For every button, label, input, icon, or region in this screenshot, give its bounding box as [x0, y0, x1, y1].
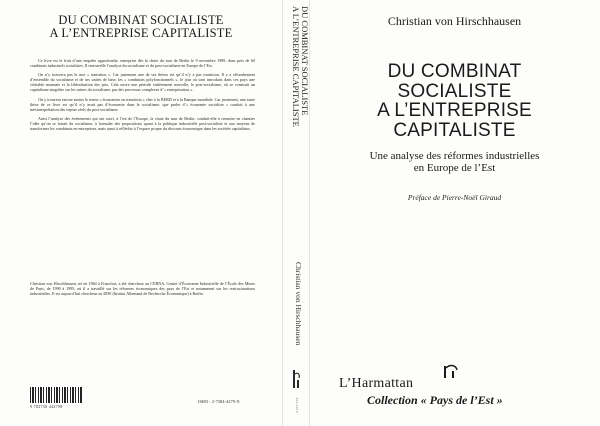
back-title-line-2: A L’ENTREPRISE CAPITALISTE: [49, 26, 233, 40]
publisher-logo: [429, 362, 519, 392]
publisher-name: L’Harmattan: [339, 376, 414, 391]
subtitle-line-2: en Europe de l’Est: [413, 162, 496, 174]
preface: Préface de Pierre-Noël Giraud: [407, 193, 502, 202]
harmattan-logo-icon: [441, 363, 459, 379]
front-title-line-2: SOCIALISTE: [397, 80, 512, 102]
back-title-line-1: DU COMBINAT SOCIALISTE: [58, 13, 224, 27]
blurb-paragraph-2: On n’y trouvera pas le mot « transition ». Car justement une de ses thèses est qu’il n’y a pas transition. Il y a effondrement d’ensemble du socialisme et de ses unités de base, les « combinats polyfonctionnels », le jour où sont introduits dans ces pays une véritable monnaie et la libéralisation des prix. Cela ouvre une période entièrement nouvelle, le post-socialisme, où se construit un capitalisme singulier sur les ruines du socialisme, par des processus complexes d’« entreprisation ».: [30, 72, 255, 93]
front-cover: [309, 0, 600, 426]
front-title-line-1: DU COMBINAT: [387, 61, 522, 82]
isbn: ISBN : 2-7384-4279-X: [198, 399, 240, 404]
front-subtitle: [309, 150, 600, 174]
blurb-paragraph-4: Ainsi l’analyse des événements qui ont suivi, à l’est de l’Europe, la chute du mur de Berlin, conduit-elle à remettre en chantier l’idée qu’on se faisait du socialisme, à formuler des propositions quant à la politique industrielle post-socialiste et aux moyens de transformer les combinats en entreprises, mais aussi à réfléchir à l’espace propre du discours économique dans les sociétés capitalistes.: [30, 115, 255, 132]
back-cover: [0, 0, 282, 426]
spine-author: Christian von Hirschhausen: [294, 262, 303, 346]
spine-code: Prix 140 F: [295, 398, 299, 413]
front-title-line-4: CAPITALISTE: [393, 119, 516, 141]
spine-title-line-1: DU COMBINAT SOCIALISTE: [300, 6, 310, 116]
collection-name: Collection « Pays de l’Est »: [367, 393, 503, 407]
subtitle-line-1: Une analyse des réformes industrielles: [369, 150, 540, 162]
barcode-digits: 9 782738 442798: [30, 404, 63, 409]
blurb-paragraph-3: On y trouvera encore moins le terme « économies en transition » cher à la BERD et à la Banque mondiale. Car justement, une autre thèse de ce livre est qu’il n’y avait pas d’économie dans le socialisme, que parler d’« économie socialiste » conduit à une mésinterprétation des enjeux réels du post-socialisme.: [30, 96, 255, 112]
author-bio: Christian von Hirschhausen, né en 1964 à Francfort, a été chercheur au CERNA, Centre d’Économie Industrielle de l’École des Mines de Paris, de 1990 à 1995, où il a travaillé sur les réformes économiques des pays de l’Est et notamment sur les restructurations industrielles. Il est aujourd’hui chercheur au DIW (Institut Allemand de Recherche Économique) à Berlin.: [30, 281, 255, 297]
spine-title: [291, 6, 309, 256]
back-cover-blurb: [30, 58, 255, 135]
harmattan-logo-icon: [289, 368, 303, 392]
spine-title-line-2: A L’ENTREPRISE CAPITALISTE: [291, 6, 301, 127]
front-title: [309, 62, 600, 140]
barcode: [30, 387, 82, 409]
barcode-bars: [30, 387, 82, 403]
back-cover-title: [0, 14, 282, 40]
front-author: Christian von Hirschhausen: [387, 14, 522, 28]
spine: [282, 0, 310, 426]
front-title-line-3: A L’ENTREPRISE: [377, 100, 532, 121]
blurb-paragraph-1: Ce livre est le fruit d’une enquête approfondie, entreprise dès la chute du mur de Berlin le 9 novembre 1989, dans près de 60 combinats industriels socialistes. Il renouvelle l’analyse du socialisme et du post-socialisme en Europe de l’Est.: [30, 58, 255, 69]
